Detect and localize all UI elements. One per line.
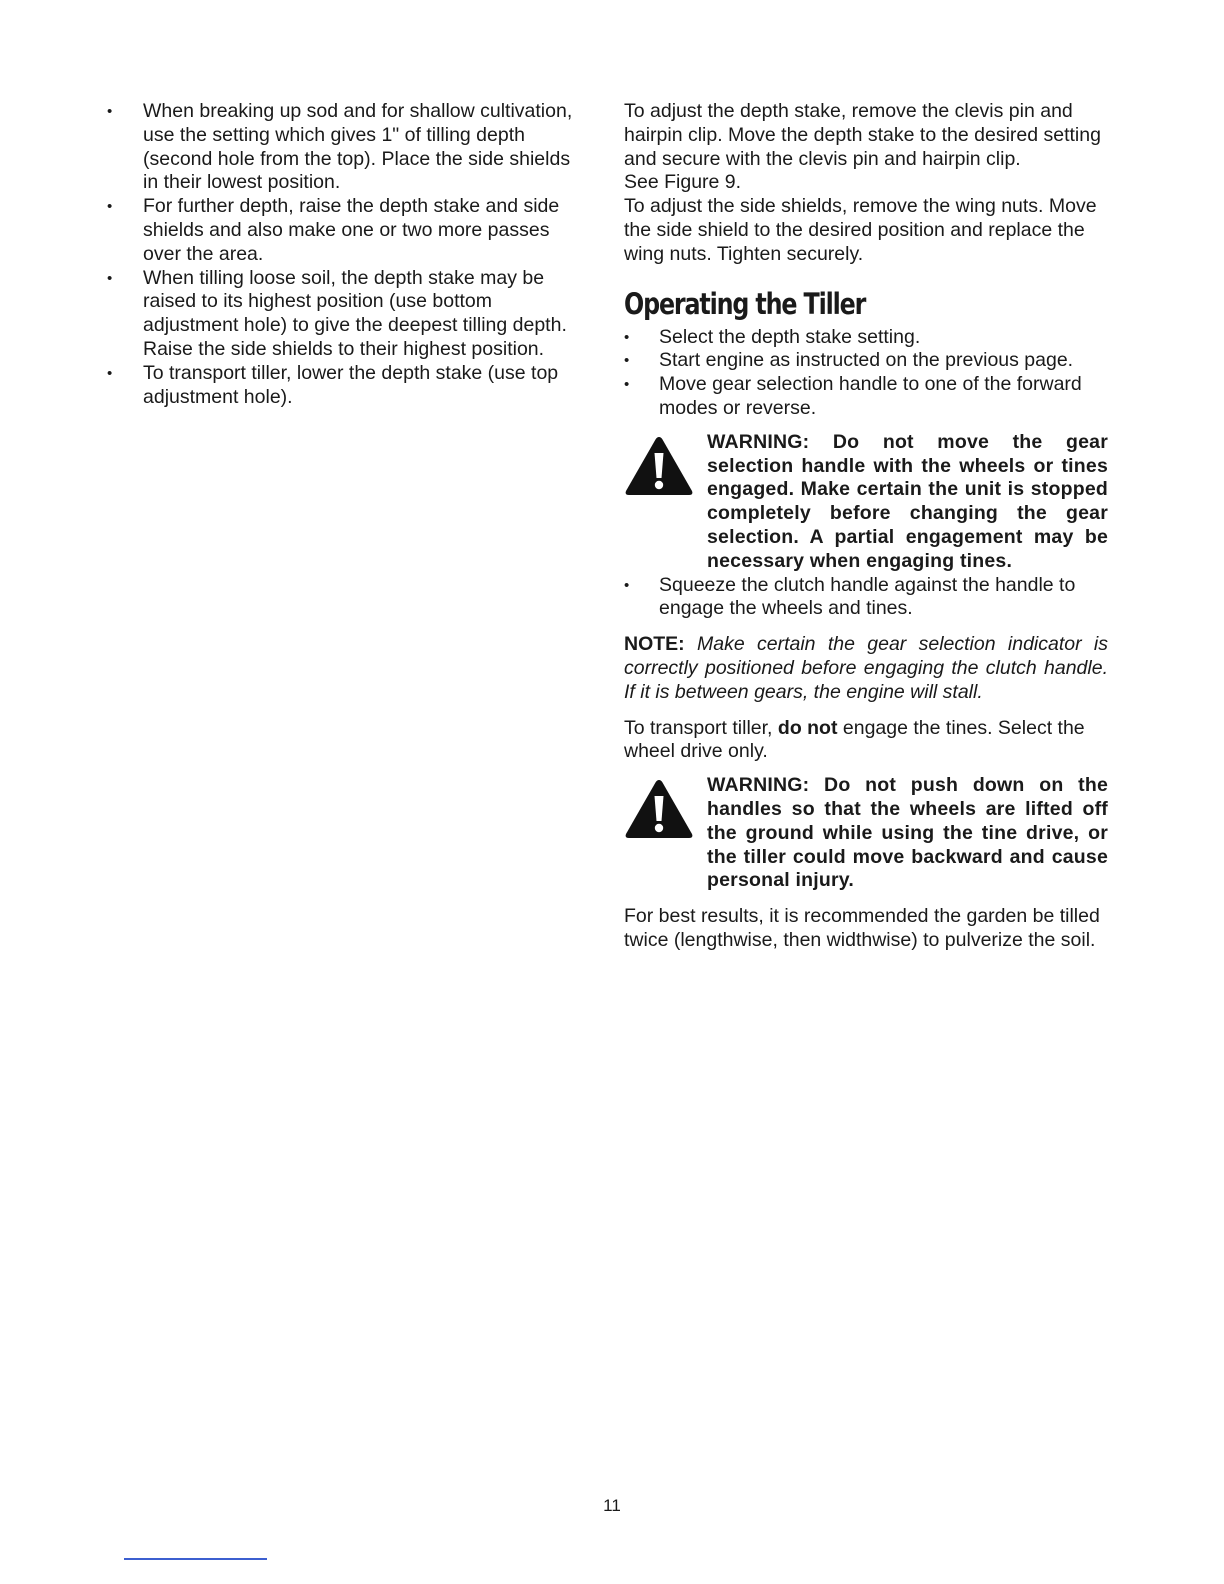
transport-text-before: To transport tiller, (624, 716, 773, 739)
note-paragraph (624, 633, 1108, 704)
section-heading: Operating the Tiller (624, 286, 866, 321)
list-item: • Select the depth stake setting. (624, 326, 1108, 350)
list-item: • When breaking up sod and for shallow cultivation, use the setting which gives 1" of tilling depth (second hole from the top). Place the side shields in their lowest position. (104, 100, 590, 195)
warning-text: WARNING: Do not push down on the handles so that the wheels are lifted off the ground while using the tine drive, or the tiller could move backward and cause personal injury. (707, 774, 1108, 892)
left-column (104, 100, 590, 409)
closing-paragraph: For best results, it is recommended the garden be tilled twice (lengthwise, then widthwise) to pulverize the soil. (624, 905, 1100, 951)
page-number: 11 (603, 1496, 621, 1515)
side-shield-instructions: To adjust the side shields, remove the wing nuts. Move the side shield to the desired position and replace the wing nuts. Tighten securely. (624, 195, 1097, 265)
footer-divider (124, 1558, 267, 1560)
list-item: • Move gear selection handle to one of the forward modes or reverse. (624, 373, 1108, 421)
warning-triangle-icon (624, 431, 707, 574)
list-item: • Start engine as instructed on the previous page. (624, 349, 1108, 373)
figure-reference: See Figure 9. (624, 171, 742, 194)
transport-paragraph (624, 717, 1108, 765)
warning-block-handles (624, 774, 1108, 893)
depth-stake-instructions: To adjust the depth stake, remove the clevis pin and hairpin clip. Move the depth stake to the desired setting and secure with the clevis pin and hairpin clip. (624, 100, 1101, 170)
list-item: • For further depth, raise the depth stake and side shields and also make one or two more passes over the area. (104, 195, 590, 266)
warning-text: WARNING: Do not move the gear selection handle with the wheels or tines engaged. Make certain the unit is stopped completely before changing the gear selection. A partial engagement may be necessary when engaging tines. (707, 430, 1108, 572)
operating-steps-list (624, 326, 1108, 421)
warning-triangle-icon (624, 774, 707, 893)
warning-block-gear (624, 431, 1108, 574)
list-item: • To transport tiller, lower the depth stake (use top adjustment hole). (104, 362, 590, 410)
list-item: • When tilling loose soil, the depth stake may be raised to its highest position (use bottom adjustment hole) to give the deepest tilling depth. Raise the side shields to their highest position. (104, 267, 590, 362)
right-column (624, 100, 1108, 953)
transport-text-after: engage the tines. Select the wheel drive only. (624, 716, 1085, 763)
depth-settings-list (104, 100, 590, 409)
transport-emphasis: do not (777, 716, 838, 739)
note-label: NOTE: (624, 633, 685, 656)
note-text: Make certain the gear selection indicator is correctly positioned before engaging the clutch handle. If it is between gears, the engine will stall. (624, 633, 1109, 703)
engage-steps-list (624, 574, 1108, 622)
list-item: • Squeeze the clutch handle against the handle to engage the wheels and tines. (624, 574, 1108, 622)
